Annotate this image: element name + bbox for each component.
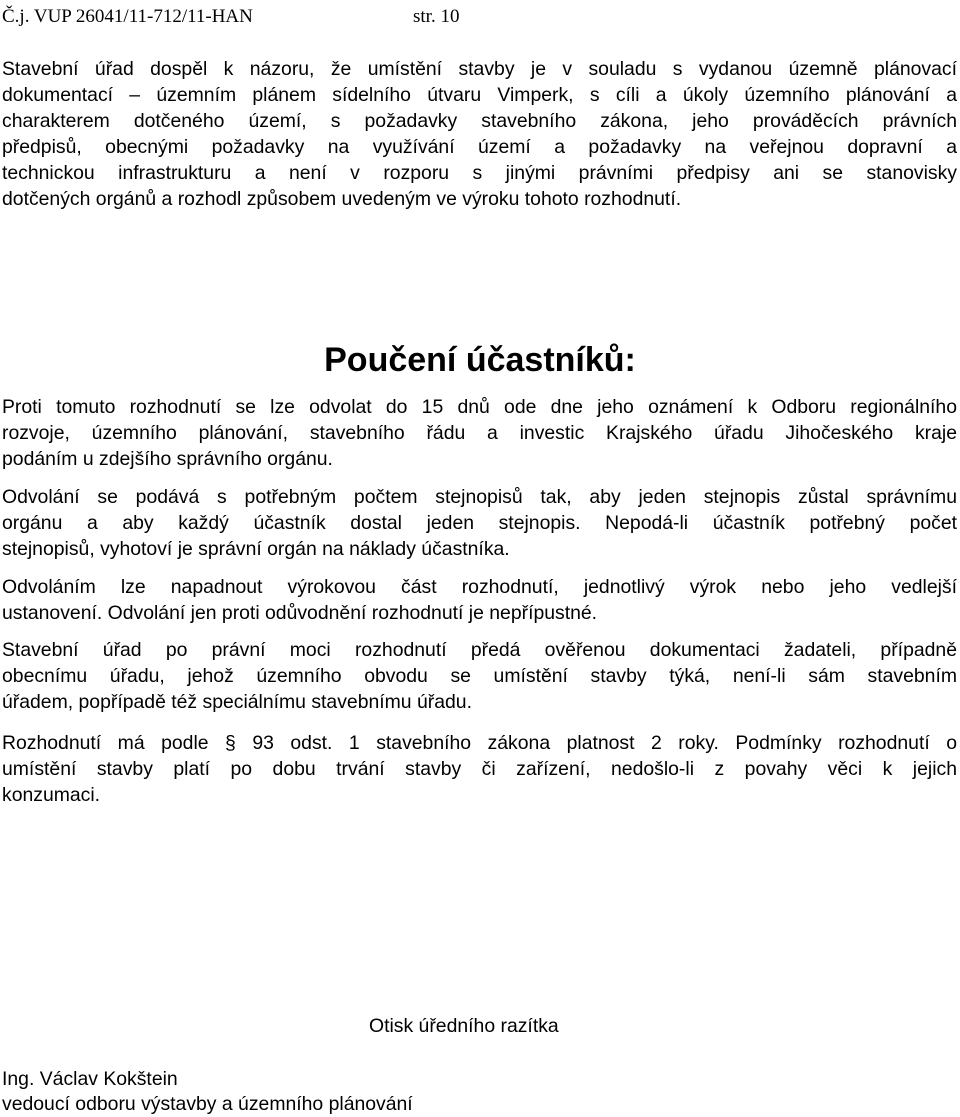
reference-number: Č.j. VUP 26041/11-712/11-HAN bbox=[2, 6, 253, 27]
paragraph-line: charakterem dotčeného území, s požadavky stavebního zákona, jeho prováděcích právních bbox=[2, 110, 957, 132]
paragraph-line: Stavební úřad dospěl k názoru, že umístění stavby je v souladu s vydanou územně plánovací bbox=[2, 58, 957, 80]
paragraph-line: obecnímu úřadu, jehož územního obvodu se umístění stavby týká, není-li sám stavebním bbox=[2, 665, 957, 687]
paragraph-line: Proti tomuto rozhodnutí se lze odvolat do 15 dnů ode dne jeho oznámení k Odboru regionálního bbox=[2, 396, 957, 418]
stamp-placeholder: Otisk úředního razítka bbox=[369, 1015, 559, 1037]
signatory-position: vedoucí odboru výstavby a územního plánování bbox=[2, 1093, 413, 1115]
paragraph-line: předpisů, obecnými požadavky na využívání území a požadavky na veřejnou dopravní a bbox=[2, 136, 957, 158]
paragraph-line: dotčených orgánů a rozhodl způsobem uvedeným ve výroku tohoto rozhodnutí. bbox=[2, 188, 682, 210]
paragraph-line: úřadem, popřípadě též speciálnímu stavebnímu úřadu. bbox=[2, 691, 472, 713]
section-title: Poučení účastníků: bbox=[324, 341, 636, 379]
paragraph-line: dokumentací – územním plánem sídelního útvaru Vimperk, s cíli a úkoly územního plánování a bbox=[2, 84, 957, 106]
paragraph-line: rozvoje, územního plánování, stavebního řádu a investic Krajského úřadu Jihočeského kraje bbox=[2, 422, 957, 444]
paragraph-line: stejnopisů, vyhotoví je správní orgán na náklady účastníka. bbox=[2, 538, 510, 560]
paragraph-line: konzumaci. bbox=[2, 784, 101, 806]
paragraph-line: podáním u zdejšího správního orgánu. bbox=[2, 448, 333, 470]
paragraph-line: Rozhodnutí má podle § 93 odst. 1 stavebního zákona platnost 2 roky. Podmínky rozhodnutí o bbox=[2, 732, 957, 754]
paragraph-line: Odvoláním lze napadnout výrokovou část rozhodnutí, jednotlivý výrok nebo jeho vedlejší bbox=[2, 576, 957, 598]
paragraph-line: technickou infrastrukturu a není v rozporu s jinými právními předpisy ani se stanovisky bbox=[2, 162, 957, 184]
paragraph-line: orgánu a aby každý účastník dostal jeden stejnopis. Nepodá-li účastník potřebný počet bbox=[2, 512, 957, 534]
paragraph-line: umístění stavby platí po dobu trvání stavby či zařízení, nedošlo-li z povahy věci k jejich bbox=[2, 758, 957, 780]
paragraph-line: Odvolání se podává s potřebným počtem stejnopisů tak, aby jeden stejnopis zůstal správnímu bbox=[2, 486, 957, 508]
document-header bbox=[2, 5, 460, 29]
paragraph-line: Stavební úřad po právní moci rozhodnutí předá ověřenou dokumentaci žadateli, případně bbox=[2, 639, 957, 661]
paragraph-line: ustanovení. Odvolání jen proti odůvodnění rozhodnutí je nepřípustné. bbox=[2, 602, 598, 624]
signatory-name: Ing. Václav Kokštein bbox=[2, 1068, 178, 1090]
page-number: str. 10 bbox=[413, 6, 460, 27]
